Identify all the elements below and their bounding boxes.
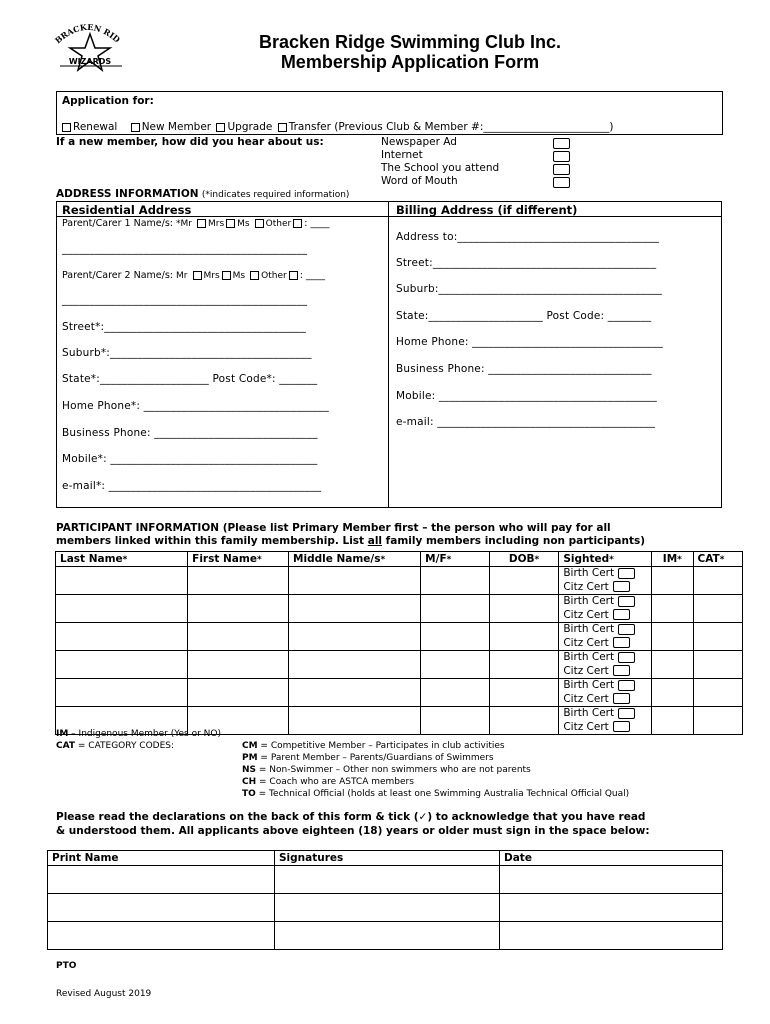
birth-cert-checkbox[interactable] bbox=[618, 624, 635, 635]
legend-im: IM – Indigenous Member (Yes or NO) bbox=[56, 729, 221, 739]
res-suburb-field[interactable]: Suburb*:_____________________________________ bbox=[62, 347, 312, 359]
participant-cell[interactable] bbox=[289, 707, 421, 735]
upgrade-checkbox[interactable] bbox=[216, 123, 225, 132]
signature-table bbox=[47, 850, 723, 950]
legend-code-pm: PM = Parent Member – Parents/Guardians of Swimmers bbox=[242, 753, 494, 763]
application-options bbox=[60, 121, 613, 133]
hear-option-internet: Internet bbox=[381, 149, 423, 161]
sighted-cell[interactable] bbox=[559, 595, 652, 623]
col-first-name: First Name* bbox=[188, 552, 289, 567]
renewal-label: Renewal bbox=[73, 121, 118, 133]
participant-cell[interactable] bbox=[421, 651, 490, 679]
participant-cell[interactable] bbox=[489, 651, 559, 679]
signature-cell[interactable] bbox=[48, 894, 275, 922]
participant-cell[interactable] bbox=[652, 707, 693, 735]
participant-row bbox=[56, 679, 743, 707]
res-state-field[interactable]: State*:____________________ Post Code*: _______ bbox=[62, 373, 318, 385]
hear-option-newspaper: Newspaper Ad bbox=[381, 136, 457, 148]
birth-cert-checkbox[interactable] bbox=[618, 708, 635, 719]
citz-cert-checkbox[interactable] bbox=[613, 721, 630, 732]
col-im: IM* bbox=[652, 552, 693, 567]
res-home-phone-field[interactable]: Home Phone*: __________________________________ bbox=[62, 400, 329, 412]
sighted-cell[interactable] bbox=[559, 567, 652, 595]
participant-cell[interactable] bbox=[489, 595, 559, 623]
citz-cert-checkbox[interactable] bbox=[613, 609, 630, 620]
col-mf: M/F* bbox=[421, 552, 490, 567]
participant-cell[interactable] bbox=[693, 651, 743, 679]
citz-cert-checkbox[interactable] bbox=[613, 693, 630, 704]
parent2-line[interactable]: _____________________________________________ bbox=[62, 294, 308, 306]
sighted-cell[interactable] bbox=[559, 651, 652, 679]
participant-intro-line1: PARTICIPANT INFORMATION (Please list Primary Member first – the person who will pay for all bbox=[56, 522, 611, 534]
newspaper-checkbox[interactable] bbox=[553, 138, 570, 149]
participant-cell[interactable] bbox=[652, 595, 693, 623]
participant-cell[interactable] bbox=[56, 567, 188, 595]
declaration-line1: Please read the declarations on the back of this form & tick (✓) to acknowledge that you have read bbox=[56, 811, 646, 823]
signature-row bbox=[48, 922, 723, 950]
signature-cell[interactable] bbox=[275, 866, 500, 894]
birth-cert-option: Birth Cert bbox=[563, 651, 647, 665]
bill-email-field[interactable]: e-mail: ________________________________________ bbox=[396, 416, 656, 428]
residential-heading: Residential Address bbox=[62, 203, 192, 217]
logo-arc-text: BRACKEN RID bbox=[52, 21, 123, 46]
renewal-checkbox[interactable] bbox=[62, 123, 71, 132]
col-print-name: Print Name bbox=[48, 851, 275, 866]
participant-cell[interactable] bbox=[56, 679, 188, 707]
participant-header-row bbox=[56, 552, 743, 567]
signature-cell[interactable] bbox=[275, 894, 500, 922]
bill-mobile-field[interactable]: Mobile: ________________________________________ bbox=[396, 390, 657, 402]
hear-option-word: Word of Mouth bbox=[381, 175, 458, 187]
participant-cell[interactable] bbox=[56, 595, 188, 623]
col-date: Date bbox=[500, 851, 723, 866]
revised-label: Revised August 2019 bbox=[56, 989, 152, 999]
birth-cert-checkbox[interactable] bbox=[618, 652, 635, 663]
participant-cell[interactable] bbox=[489, 567, 559, 595]
declaration-line2: & understood them. All applicants above eighteen (18) years or older must sign in the space below: bbox=[56, 825, 650, 837]
participant-cell[interactable] bbox=[652, 567, 693, 595]
participant-cell[interactable] bbox=[652, 623, 693, 651]
birth-cert-checkbox[interactable] bbox=[618, 596, 635, 607]
svg-text:BRACKEN RIDGE bbox=[50, 20, 122, 45]
signature-header-row bbox=[48, 851, 723, 866]
participant-cell[interactable] bbox=[56, 651, 188, 679]
citz-cert-option: Citz Cert bbox=[563, 693, 647, 707]
participant-cell[interactable] bbox=[693, 679, 743, 707]
participant-table bbox=[55, 551, 743, 735]
new-member-label: New Member bbox=[141, 121, 212, 133]
participant-cell[interactable] bbox=[652, 679, 693, 707]
participant-cell[interactable] bbox=[652, 651, 693, 679]
citz-cert-checkbox[interactable] bbox=[613, 581, 630, 592]
participant-row bbox=[56, 595, 743, 623]
sighted-cell[interactable] bbox=[559, 623, 652, 651]
participant-cell[interactable] bbox=[489, 707, 559, 735]
participant-cell[interactable] bbox=[289, 651, 421, 679]
participant-cell[interactable] bbox=[289, 595, 421, 623]
internet-checkbox[interactable] bbox=[553, 151, 570, 162]
bill-suburb-field[interactable]: Suburb:_________________________________________ bbox=[396, 283, 663, 295]
participant-cell[interactable] bbox=[693, 623, 743, 651]
sighted-cell[interactable] bbox=[559, 679, 652, 707]
participant-row bbox=[56, 651, 743, 679]
citz-cert-option: Citz Cert bbox=[563, 637, 647, 651]
res-street-field[interactable]: Street*:_____________________________________ bbox=[62, 321, 306, 333]
signature-cell[interactable] bbox=[275, 922, 500, 950]
sighted-cell[interactable] bbox=[559, 707, 652, 735]
citz-cert-checkbox[interactable] bbox=[613, 665, 630, 676]
participant-cell[interactable] bbox=[56, 623, 188, 651]
participant-cell[interactable] bbox=[421, 567, 490, 595]
bill-address-field[interactable]: Address to:_____________________________________ bbox=[396, 231, 660, 243]
signature-cell[interactable] bbox=[500, 922, 723, 950]
participant-cell[interactable] bbox=[489, 679, 559, 707]
birth-cert-option: Birth Cert bbox=[563, 595, 647, 609]
form-title-line2: Membership Application Form bbox=[280, 52, 540, 72]
logo-inner-text: WIZARDS bbox=[68, 57, 112, 66]
parent1-field[interactable]: Parent/Carer 1 Name/s: *Mr Mrs Ms Other : ____ bbox=[62, 218, 330, 229]
col-dob: DOB* bbox=[489, 552, 559, 567]
participant-cell[interactable] bbox=[289, 623, 421, 651]
pto-label: PTO bbox=[56, 961, 77, 971]
bill-home-phone-field[interactable]: Home Phone: ___________________________________ bbox=[396, 336, 663, 348]
parent2-field[interactable]: Parent/Carer 2 Name/s: Mr Mrs Ms Other : ____ bbox=[62, 270, 325, 281]
word-of-mouth-checkbox[interactable] bbox=[553, 177, 570, 188]
birth-cert-option: Birth Cert bbox=[563, 623, 647, 637]
res-email-field[interactable]: e-mail*: _______________________________________ bbox=[62, 480, 322, 492]
billing-box bbox=[388, 201, 722, 508]
col-cat: CAT* bbox=[693, 552, 743, 567]
col-last-name: Last Name* bbox=[56, 552, 188, 567]
col-middle-name: Middle Name/s* bbox=[289, 552, 421, 567]
signature-cell[interactable] bbox=[48, 866, 275, 894]
signature-row bbox=[48, 866, 723, 894]
participant-cell[interactable] bbox=[188, 623, 289, 651]
form-title-line1: Bracken Ridge Swimming Club Inc. bbox=[258, 32, 562, 52]
citz-cert-checkbox[interactable] bbox=[613, 637, 630, 648]
transfer-checkbox[interactable] bbox=[278, 123, 287, 132]
signature-cell[interactable] bbox=[500, 866, 723, 894]
address-info-title: ADDRESS INFORMATION bbox=[56, 188, 199, 200]
participant-intro-line2: members linked within this family membership. List all family members including non participants) bbox=[56, 535, 646, 547]
col-signatures: Signatures bbox=[275, 851, 500, 866]
school-checkbox[interactable] bbox=[553, 164, 570, 175]
hear-about-question: If a new member, how did you hear about us: bbox=[56, 136, 324, 148]
res-mobile-field[interactable]: Mobile*: ______________________________________ bbox=[62, 453, 318, 465]
parent1-line[interactable]: _____________________________________________ bbox=[62, 243, 308, 255]
citz-cert-option: Citz Cert bbox=[563, 721, 647, 735]
bill-state-field[interactable]: State:_____________________ Post Code: ________ bbox=[396, 310, 652, 322]
participant-cell[interactable] bbox=[693, 595, 743, 623]
bill-business-phone-field[interactable]: Business Phone: ______________________________ bbox=[396, 363, 652, 375]
birth-cert-option: Birth Cert bbox=[563, 707, 647, 721]
citz-cert-option: Citz Cert bbox=[563, 665, 647, 679]
address-info-heading bbox=[56, 188, 349, 200]
legend-code-cm: CM = Competitive Member – Participates in club activities bbox=[242, 741, 505, 751]
participant-cell[interactable] bbox=[188, 567, 289, 595]
participant-cell[interactable] bbox=[289, 567, 421, 595]
participant-cell[interactable] bbox=[421, 707, 490, 735]
signature-cell[interactable] bbox=[48, 922, 275, 950]
participant-cell[interactable] bbox=[693, 567, 743, 595]
application-label: Application for: bbox=[62, 95, 154, 107]
participant-cell[interactable] bbox=[289, 679, 421, 707]
birth-cert-checkbox[interactable] bbox=[618, 680, 635, 691]
bill-street-field[interactable]: Street:_________________________________________ bbox=[396, 257, 657, 269]
transfer-label: Transfer (Previous Club & Member #:________________________) bbox=[288, 121, 614, 133]
address-info-note: (*indicates required information) bbox=[201, 190, 350, 200]
participant-cell[interactable] bbox=[693, 707, 743, 735]
club-logo bbox=[50, 20, 130, 75]
participant-cell[interactable] bbox=[188, 595, 289, 623]
signature-cell[interactable] bbox=[500, 894, 723, 922]
signature-row bbox=[48, 894, 723, 922]
participant-cell[interactable] bbox=[421, 623, 490, 651]
legend-code-ch: CH = Coach who are ASTCA members bbox=[242, 777, 414, 787]
participant-cell[interactable] bbox=[421, 595, 490, 623]
legend-code-ns: NS = Non-Swimmer – Other non swimmers who are not parents bbox=[242, 765, 531, 775]
res-business-phone-field[interactable]: Business Phone: ______________________________ bbox=[62, 427, 318, 439]
hear-option-school: The School you attend bbox=[381, 162, 500, 174]
participant-cell[interactable] bbox=[188, 679, 289, 707]
participant-row bbox=[56, 567, 743, 595]
legend-code-to: TO = Technical Official (holds at least one Swimming Australia Technical Official Qual) bbox=[242, 789, 630, 799]
participant-cell[interactable] bbox=[188, 651, 289, 679]
new-member-checkbox[interactable] bbox=[131, 123, 140, 132]
star-logo-icon bbox=[50, 20, 130, 75]
upgrade-label: Upgrade bbox=[227, 121, 273, 133]
billing-heading: Billing Address (if different) bbox=[396, 203, 578, 217]
participant-row bbox=[56, 623, 743, 651]
col-sighted: Sighted* bbox=[559, 552, 652, 567]
legend-cat: CAT = CATEGORY CODES: bbox=[56, 741, 175, 751]
birth-cert-option: Birth Cert bbox=[563, 679, 647, 693]
citz-cert-option: Citz Cert bbox=[563, 581, 647, 595]
participant-cell[interactable] bbox=[489, 623, 559, 651]
birth-cert-checkbox[interactable] bbox=[618, 568, 635, 579]
participant-cell[interactable] bbox=[421, 679, 490, 707]
birth-cert-option: Birth Cert bbox=[563, 567, 647, 581]
citz-cert-option: Citz Cert bbox=[563, 609, 647, 623]
